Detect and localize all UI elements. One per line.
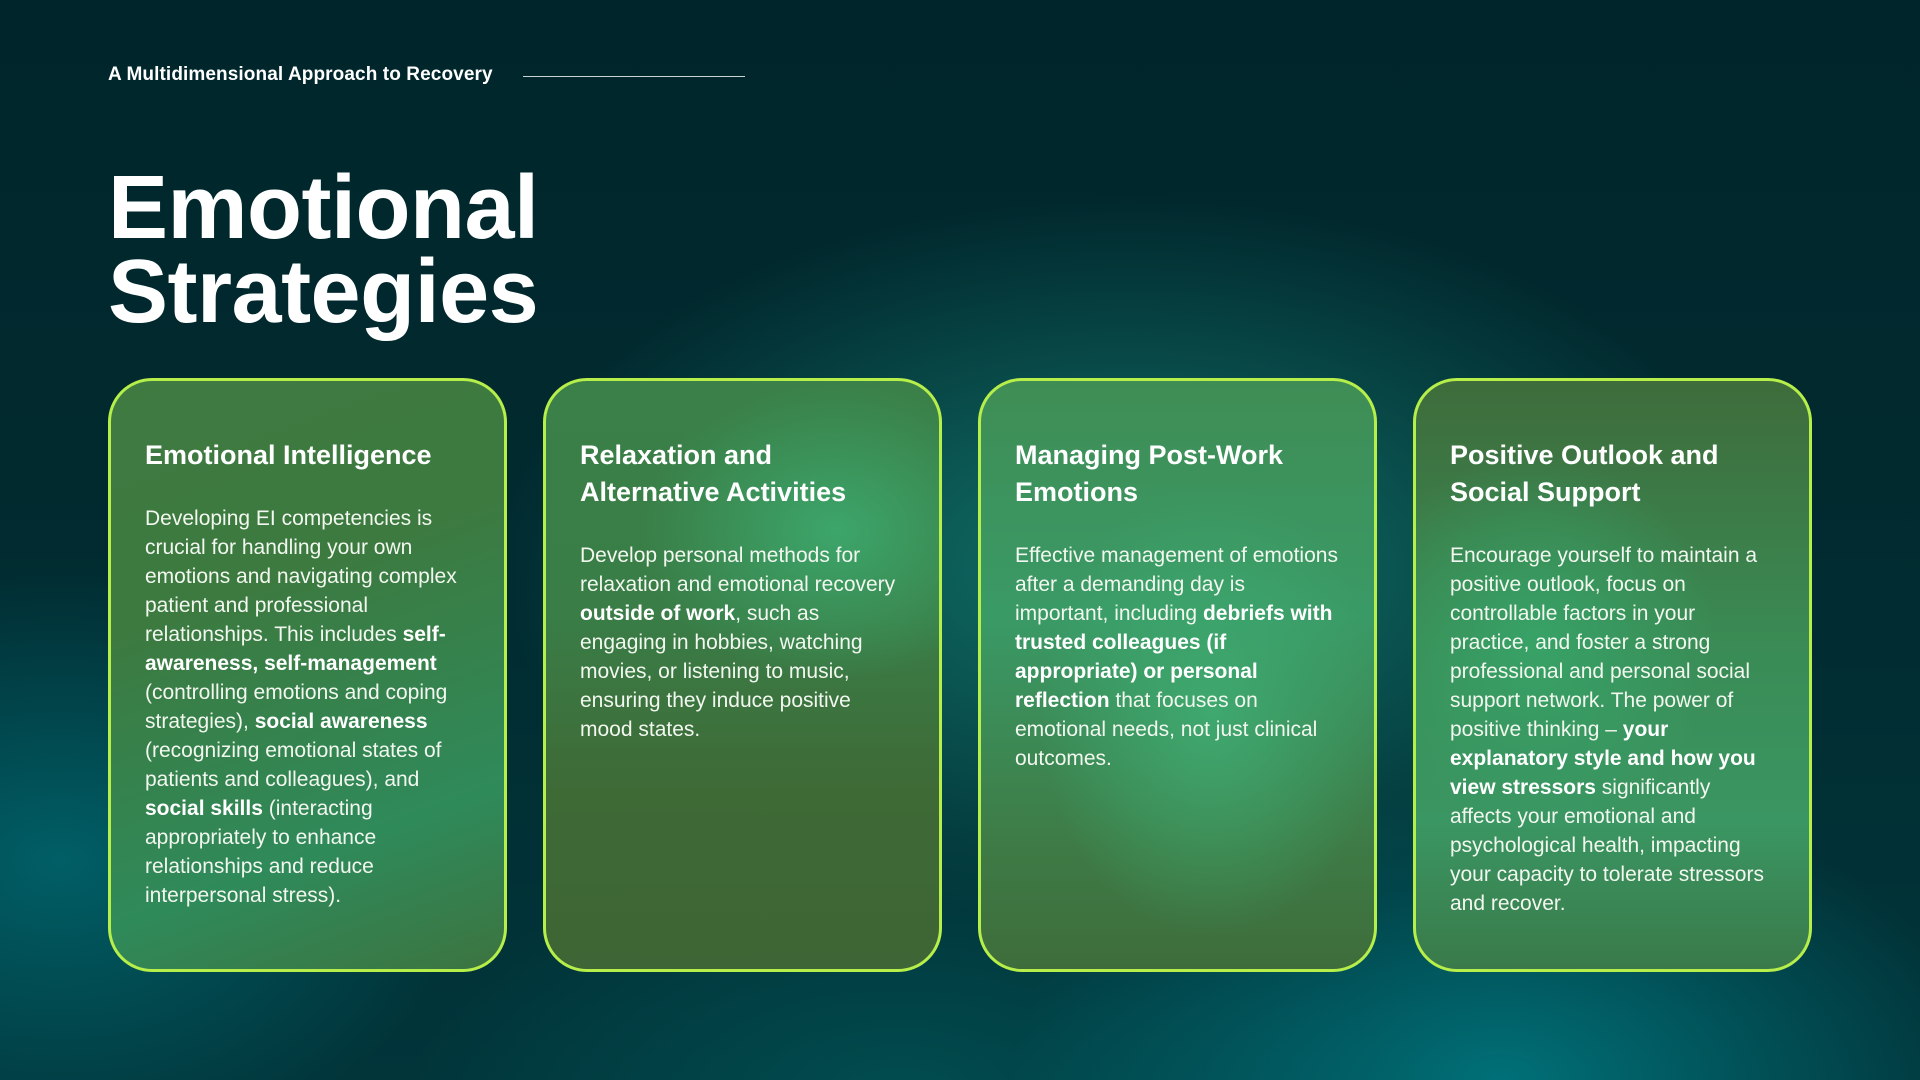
- card-body-emphasis: social skills: [145, 797, 263, 820]
- eyebrow-text: A Multidimensional Approach to Recovery: [108, 64, 493, 85]
- card-body: [145, 504, 472, 910]
- strategy-cards: [108, 378, 1812, 972]
- card-positive-outlook: [1413, 378, 1812, 972]
- card-body-text: significantly affects your emotional and psychological health, impacting your capacity to tolerate stressors and recover.: [1450, 776, 1764, 915]
- card-title: Positive Outlook and Social Support: [1450, 440, 1719, 507]
- page-title: [108, 158, 808, 342]
- card-body-text: Developing EI competencies is crucial for handling your own emotions and navigating complex patient and professional relationships. This includes: [145, 507, 457, 646]
- card-body-emphasis: social awareness: [254, 710, 428, 733]
- card-body-emphasis: outside of work: [580, 602, 736, 625]
- card-body-text: Encourage yourself to maintain a positive outlook, focus on controllable factors in your practice, and foster a strong professional and personal social support network. The power of positive thinking –: [1450, 544, 1758, 741]
- card-body-text: , such as engaging in hobbies, watching movies, or listening to music, ensuring they induce positive mood states.: [580, 602, 863, 741]
- card-title: Relaxation and Alternative Activities: [580, 440, 847, 507]
- card-emotional-intelligence: [108, 378, 507, 972]
- card-body-text: (controlling emotions and coping strategies),: [145, 681, 448, 733]
- card-body-text: Develop personal methods for relaxation and emotional recovery: [580, 544, 896, 596]
- page-title-line-2: Strategies: [108, 242, 539, 342]
- card-body: [1015, 541, 1342, 773]
- card-body-text: (interacting appropriately to enhance relationships and reduce interpersonal stress).: [145, 797, 377, 907]
- card-title: Managing Post-Work Emotions: [1015, 440, 1284, 507]
- card-body-emphasis: debriefs with trusted colleagues (if appropriate) or personal reflection: [1015, 602, 1333, 712]
- card-relaxation-activities: [543, 378, 942, 972]
- card-body-text: that focuses on emotional needs, not just clinical outcomes.: [1015, 689, 1318, 770]
- card-body: [580, 541, 907, 744]
- card-body-text: Effective management of emotions after a demanding day is important, including: [1015, 544, 1338, 625]
- card-body-emphasis: self-awareness, self-management: [145, 623, 446, 675]
- eyebrow-divider: [523, 76, 745, 77]
- eyebrow: [108, 64, 745, 86]
- card-body-emphasis: your explanatory style and how you view stressors: [1450, 718, 1756, 799]
- card-body-text: (recognizing emotional states of patients and colleagues), and: [145, 739, 442, 791]
- card-title: Emotional Intelligence: [145, 440, 432, 470]
- page-title-line-1: Emotional: [108, 158, 539, 258]
- card-body: [1450, 541, 1777, 918]
- card-post-work-emotions: [978, 378, 1377, 972]
